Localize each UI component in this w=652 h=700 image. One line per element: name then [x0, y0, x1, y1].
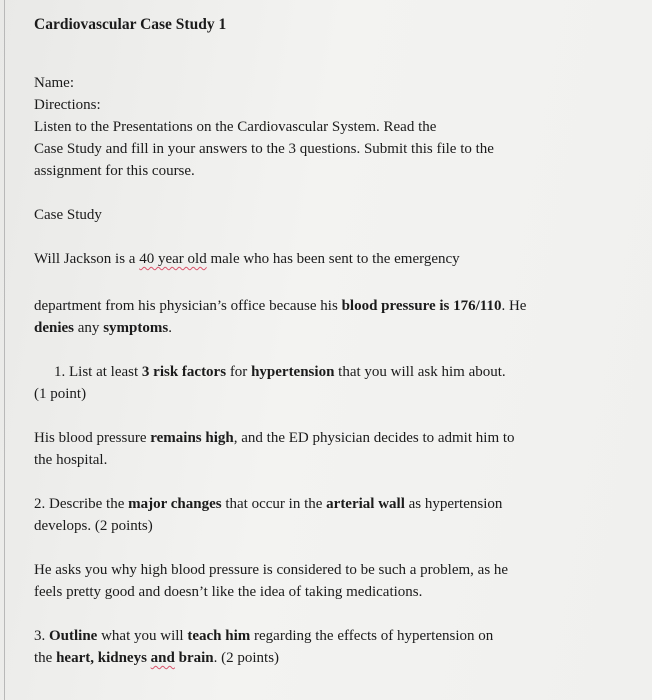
- bold-run: Outline: [49, 628, 98, 644]
- text-run: . (2 points): [213, 650, 280, 666]
- text-run: , and the ED physician decides to admit him to: [233, 430, 515, 446]
- question-1: [34, 361, 624, 383]
- text-run: that you will ask him about.: [334, 364, 506, 380]
- directions-line-2: Case Study and fill in your answers to the 3 questions. Submit this file to the: [34, 141, 494, 157]
- case-intro-line-1: [34, 248, 624, 270]
- text-run: department from his physician’s office because his: [34, 298, 342, 314]
- age-text: 40 year old: [139, 251, 207, 267]
- question-2: [34, 493, 624, 515]
- paragraph-2-line-1: [34, 427, 624, 449]
- bold-run: remains high: [150, 430, 234, 446]
- directions-line-1: Listen to the Presentations on the Cardiovascular System. Read the: [34, 119, 437, 135]
- text-run: male who has been sent to the emergency: [206, 251, 460, 267]
- text-run: Will Jackson is a: [34, 251, 140, 267]
- bold-run: arterial wall: [326, 496, 405, 512]
- bold-run: denies: [34, 320, 75, 336]
- document-title: Cardiovascular Case Study 1: [34, 16, 227, 33]
- name-label: Name:: [34, 75, 74, 91]
- paragraph-3-line-2: feels pretty good and doesn’t like the idea of taking medications.: [34, 584, 423, 600]
- text-run: for: [226, 364, 252, 380]
- question-2-line-2: develops. (2 points): [34, 518, 153, 534]
- text-run: 2. Describe the: [34, 496, 129, 512]
- paragraph-2-line-2: the hospital.: [34, 452, 108, 468]
- bold-run: brain: [178, 650, 214, 666]
- question-3-line-2: [34, 647, 624, 669]
- document-body: [34, 14, 624, 669]
- bold-run: symptoms: [103, 320, 169, 336]
- directions-label: Directions:: [34, 97, 101, 113]
- text-run: 1. List at least: [54, 364, 142, 380]
- text-run: 3.: [34, 628, 49, 644]
- bold-run: hypertension: [251, 364, 335, 380]
- text-run: . He: [501, 298, 527, 314]
- text-run: the: [34, 650, 57, 666]
- case-intro-line-3: [34, 317, 624, 339]
- text-run: as hypertension: [404, 496, 503, 512]
- case-study-heading: Case Study: [34, 207, 102, 223]
- text-run: any: [74, 320, 104, 336]
- bold-run: major changes: [128, 496, 222, 512]
- blood-pressure-text: blood pressure is 176/110: [341, 298, 502, 314]
- text-run: His blood pressure: [34, 430, 151, 446]
- directions-line-3: assignment for this course.: [34, 163, 195, 179]
- case-intro-line-2: [34, 295, 624, 317]
- page-edge: [4, 0, 5, 700]
- question-3: [34, 625, 624, 647]
- text-run: what you will: [97, 628, 188, 644]
- paragraph-3-line-1: He asks you why high blood pressure is considered to be such a problem, as he: [34, 562, 509, 578]
- bold-run: 3 risk factors: [141, 364, 227, 380]
- question-1-points: (1 point): [34, 386, 87, 402]
- text-run: .: [168, 320, 172, 336]
- bold-run: heart, kidneys: [56, 650, 147, 666]
- bold-run: teach him: [187, 628, 251, 644]
- text-run: regarding the effects of hypertension on: [250, 628, 494, 644]
- and-text: and: [150, 650, 175, 666]
- text-run: that occur in the: [221, 496, 327, 512]
